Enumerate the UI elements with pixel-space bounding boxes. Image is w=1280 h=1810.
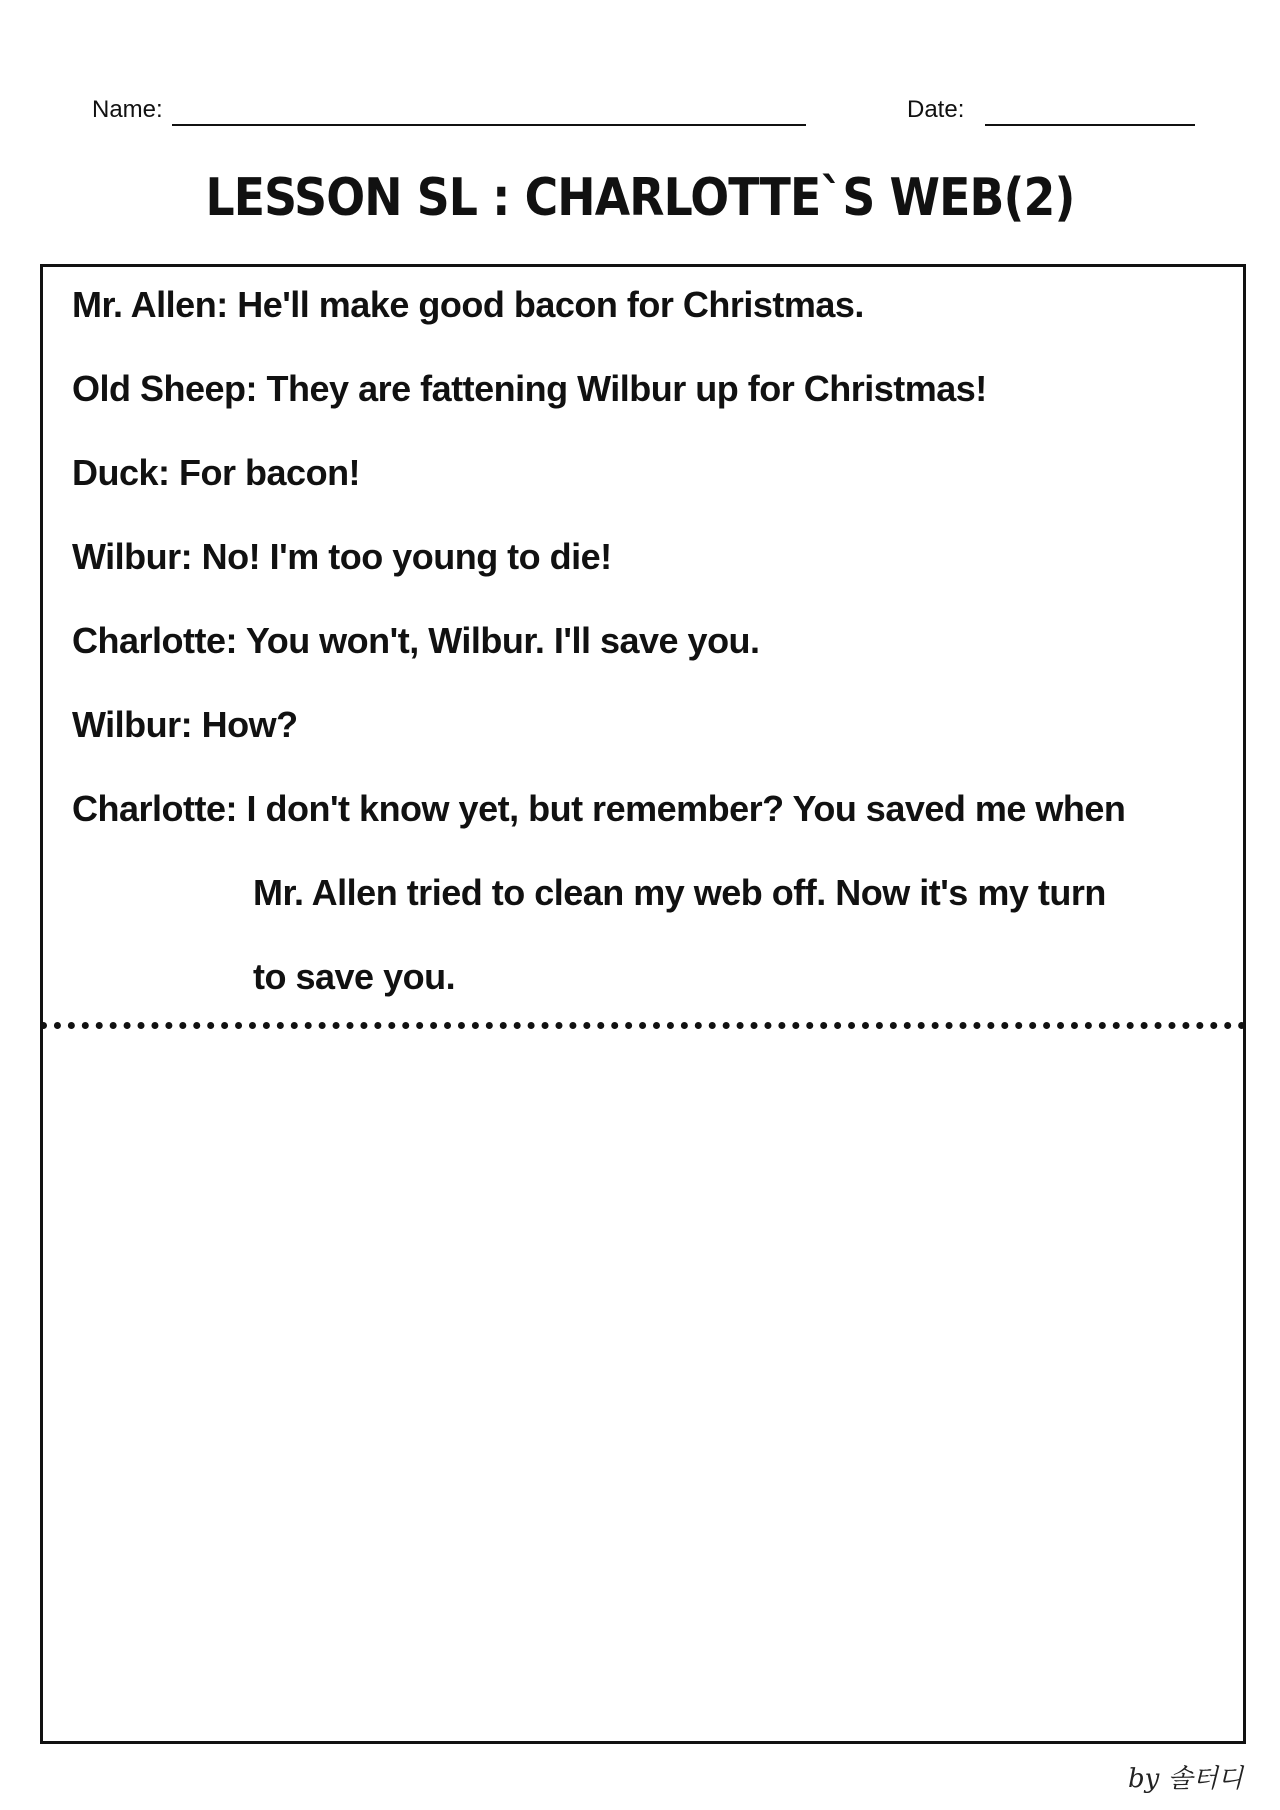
speaker-name: Duck: — [72, 452, 170, 493]
dialogue-line — [72, 536, 612, 578]
dialogue-continuation: to save you. — [253, 956, 456, 997]
speaker-name: Old Sheep: — [72, 368, 258, 409]
credit-signature: by 솔터디 — [1128, 1764, 1243, 1794]
name-field[interactable] — [172, 124, 806, 126]
dialogue-line — [72, 452, 360, 494]
speaker-name: Charlotte: — [72, 620, 237, 661]
dialogue-continuation: Mr. Allen tried to clean my web off. Now it's my turn — [253, 872, 1106, 913]
dialogue-line — [72, 704, 298, 746]
date-field[interactable] — [985, 124, 1195, 126]
dotted-divider — [40, 1022, 1246, 1029]
name-label: Name: — [92, 96, 163, 123]
date-label: Date: — [907, 96, 965, 123]
dialogue-text: How? — [201, 704, 298, 745]
dialogue-line — [72, 284, 864, 326]
speaker-name: Wilbur: — [72, 536, 193, 577]
speaker-name: Charlotte: — [72, 788, 237, 829]
dialogue-line — [72, 368, 987, 410]
speaker-name: Mr. Allen: — [72, 284, 228, 325]
dialogue-text: You won't, Wilbur. I'll save you. — [245, 620, 760, 661]
dialogue-text: They are fattening Wilbur up for Christmas! — [266, 368, 987, 409]
dialogue-text: I don't know yet, but remember? You saved me when — [246, 788, 1126, 829]
dialogue-text: He'll make good bacon for Christmas. — [237, 284, 864, 325]
page-title: LESSON SL : CHARLOTTE`S WEB(2) — [205, 168, 1075, 228]
dialogue-text: For bacon! — [179, 452, 361, 493]
speaker-name: Wilbur: — [72, 704, 193, 745]
dialogue-line — [72, 788, 1125, 830]
dialogue-line — [72, 620, 760, 662]
dialogue-text: No! I'm too young to die! — [201, 536, 612, 577]
